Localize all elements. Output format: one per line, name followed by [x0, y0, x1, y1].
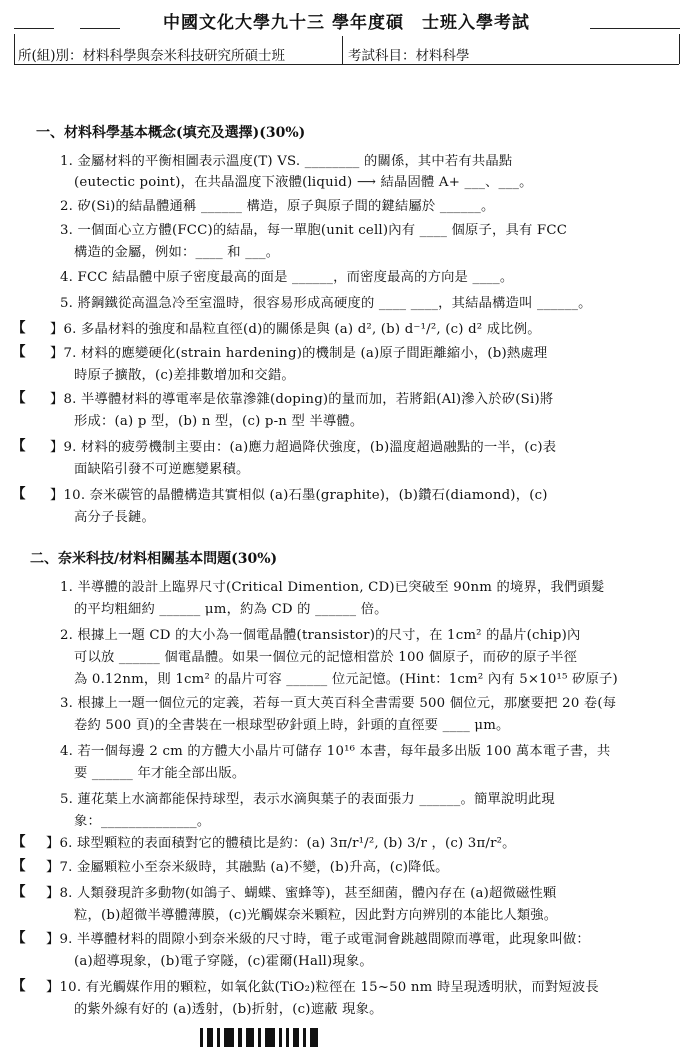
s2-line: 為 0.12nm，則 1cm² 的晶片可容 ______ 位元記憶。(Hint：1cm² 內有 5×10¹⁵ 矽原子): [74, 672, 618, 687]
answer-bracket: 【: [12, 834, 26, 850]
answer-bracket: 【: [12, 344, 26, 360]
s2-line: 象：______________。: [74, 814, 211, 829]
s2-line: 3. 根據上一題一個位元的定義，若每一頁大英百科全書需要 500 個位元，那麼要把 20 卷(每: [60, 696, 617, 711]
s2-line: 卷約 500 頁)的全書裝在一根球型矽針頭上時，針頭的直徑要 ____ μm。: [74, 718, 510, 733]
answer-bracket: 【: [12, 978, 26, 994]
barcode-marks: [200, 1028, 322, 1047]
s2-line: 】6. 球型顆粒的表面積對它的體積比是約：(a) 3π/r¹/², (b) 3/r ，(c) 3π/r²。: [46, 836, 516, 851]
answer-bracket: 【: [12, 858, 26, 874]
s1-line: (eutectic point)，在共晶溫度下液體(liquid) ⟶ 結晶固體 A+ ___、___。: [74, 175, 533, 190]
s1-line: 4. FCC 結晶體中原子密度最高的面是 ______，而密度最高的方向是 ____。: [60, 270, 514, 285]
s1-line: 時原子擴散，(c)差排數增加和交錯。: [74, 368, 295, 383]
s1-line: 】8. 半導體材料的導電率是依靠滲雜(doping)的量而加，若將鋁(Al)滲入於矽(Si)將: [50, 392, 554, 407]
s2-line: (a)超導現象，(b)電子穿隧，(c)霍爾(Hall)現象。: [74, 954, 373, 969]
s1-line: 】9. 材料的疲勞機制主要由：(a)應力超過降伏強度，(b)溫度超過融點的一半，(c)表: [50, 440, 557, 455]
s2-line: 可以放 ______ 個電晶體。如果一個位元的記憶相當於 100 個原子，而矽的原子半徑: [74, 650, 578, 665]
s1-line: 】6. 多晶材料的強度和晶粒直徑(d)的關係是與 (a) d², (b) d⁻¹/², (c) d² 成比例。: [50, 322, 541, 337]
exam-title: 中國文化大學九十三 學年度碩 士班入學考試: [163, 13, 530, 33]
s2-line: 】10. 有光觸媒作用的顆粒，如氧化鈦(TiO₂)粒徑在 15~50 nm 時呈現透明狀，而對短波長: [46, 980, 599, 995]
s1-line: 5. 將鋼鐵從高溫急冷至室溫時，很容易形成高硬度的 ____ ____，其結晶構造叫 ______。: [60, 296, 592, 311]
s1-line: 】10. 奈米碳管的晶體構造其實相似 (a)石墨(graphite)，(b)鑽石(diamond)，(c): [50, 488, 548, 503]
s1-line: 高分子長鏈。: [74, 510, 155, 525]
answer-bracket: 【: [12, 486, 26, 502]
answer-bracket: 【: [12, 390, 26, 406]
answer-bracket: 【: [12, 930, 26, 946]
s2-line: 2. 根據上一題 CD 的大小為一個電晶體(transistor)的尺寸，在 1cm² 的晶片(chip)內: [60, 628, 581, 643]
s2-line: 的紫外線有好的 (a)透射，(b)折射，(c)遮蔽 現象。: [74, 1002, 383, 1017]
s2-line: 】7. 金屬顆粒小至奈米級時，其融點 (a)不變，(b)升高，(c)降低。: [46, 860, 449, 875]
section-2-heading: 二、奈米科技/材料相關基本問題(30%): [30, 551, 278, 567]
s1-line: 】7. 材料的應變硬化(strain hardening)的機制是 (a)原子間距離縮小，(b)熱處理: [50, 346, 548, 361]
s2-line: 的平均粗細約 ______ μm，約為 CD 的 ______ 倍。: [74, 602, 388, 617]
s1-line: 1. 金屬材料的平衡相圖表示溫度(T) VS. ________ 的關係，其中若有共晶點: [60, 154, 513, 169]
subject-label: 考試科目：材料科學: [348, 48, 470, 64]
s1-line: 構造的金屬，例如：____ 和 ___。: [74, 245, 280, 260]
s2-line: 】8. 人類發現許多動物(如鴿子、蝴蝶、蜜蜂等)，甚至細菌，體內存在 (a)超微磁性顆: [46, 886, 557, 901]
answer-bracket: 【: [12, 884, 26, 900]
s2-line: 4. 若一個每邊 2 cm 的方體大小晶片可儲存 10¹⁶ 本書，每年最多出版 100 萬本電子書，共: [60, 744, 611, 759]
dept-label: 所(組)別：材料科學與奈米科技研究所碩士班: [18, 48, 286, 64]
s2-line: 粒，(b)超微半導體薄膜，(c)光觸媒奈米顆粒，因此對方向辨別的本能比人類強。: [74, 908, 558, 923]
section-1-heading: 一、材料科學基本概念(填充及選擇)(30%): [36, 125, 306, 141]
s1-line: 3. 一個面心立方體(FCC)的結晶，每一單胞(unit cell)內有 ____ 個原子，具有 FCC: [60, 223, 568, 238]
s1-line: 2. 矽(Si)的結晶體通稱 ______ 構造，原子與原子間的鍵結屬於 ______。: [60, 199, 495, 214]
s2-line: 5. 蓮花葉上水滴都能保持球型，表示水滴與葉子的表面張力 ______。簡單說明此現: [60, 792, 555, 807]
s2-line: 要 ______ 年才能全部出版。: [74, 766, 246, 781]
answer-bracket: 【: [12, 438, 26, 454]
s2-line: 】9. 半導體材料的間隙小到奈米級的尺寸時，電子或電洞會跳越間隙而導電，此現象叫做：: [46, 932, 590, 947]
s1-line: 形成：(a) p 型，(b) n 型，(c) p-n 型 半導體。: [74, 414, 364, 429]
s1-line: 面缺陷引發不可逆應變累積。: [74, 462, 250, 477]
s2-line: 1. 半導體的設計上臨界尺寸(Critical Dimention, CD)已突破至 90nm 的境界，我們頭髮: [60, 580, 605, 595]
answer-bracket: 【: [12, 320, 26, 336]
